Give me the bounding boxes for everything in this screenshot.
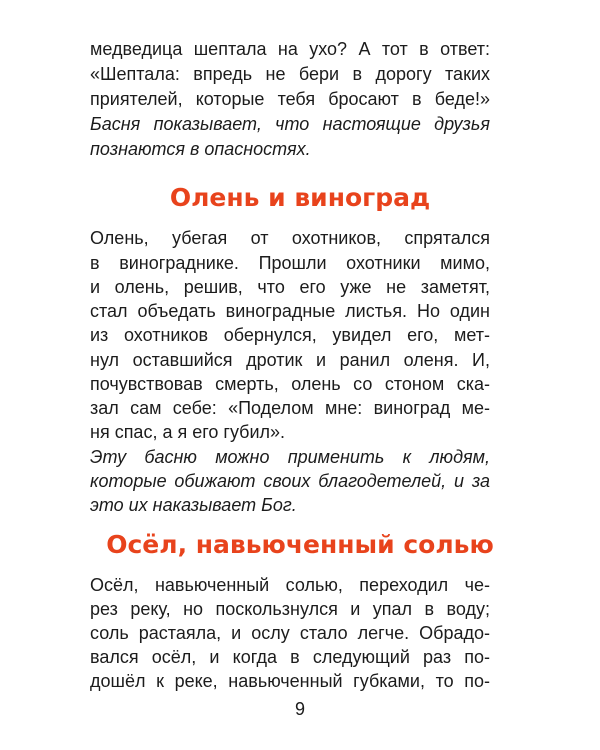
text-line: рез реку, но поскользнулся и упал в воду; bbox=[90, 599, 490, 619]
text-line: ня спас, а я его губил». bbox=[90, 422, 286, 442]
text-line: приятелей, которые тебя бросают в беде!» bbox=[90, 89, 490, 109]
text-line: зал сам себе: «Поделом мне: виноград ме- bbox=[90, 398, 490, 418]
fable-title: Олень и виноград bbox=[169, 183, 431, 212]
text-line: дошёл к реке, навьюченный губками, то по- bbox=[90, 671, 490, 691]
text-line: «Шептала: впредь не бери в дорогу таких bbox=[90, 64, 490, 84]
page-number: 9 bbox=[294, 699, 305, 719]
moral-line: Басня показывает, что настоящие друзья bbox=[90, 114, 490, 134]
text-line: в винограднике. Прошли охотники мимо, bbox=[90, 253, 490, 273]
text-line: медведица шептала на ухо? А тот в ответ: bbox=[90, 39, 490, 59]
text-line: и олень, решив, что его уже не заметят, bbox=[90, 277, 490, 297]
text-line: почувствовав смерть, олень со стоном ска- bbox=[90, 374, 490, 394]
text-line: вался осёл, и когда в следующий раз по- bbox=[90, 647, 490, 667]
text-line: Осёл, навьюченный солью, переходил че- bbox=[90, 575, 490, 595]
fable-title: Осёл, навьюченный солью bbox=[106, 530, 494, 559]
moral-line: которые обижают своих благодетелей, и за bbox=[90, 471, 490, 491]
text-line: Олень, убегая от охотников, спрятался bbox=[90, 228, 490, 248]
moral-line: познаются в опасностях. bbox=[90, 139, 311, 159]
moral-line: это их наказывает Бог. bbox=[90, 495, 297, 515]
text-line: из охотников обернулся, увидел его, мет- bbox=[90, 325, 490, 345]
moral-line: Эту басню можно применить к людям, bbox=[90, 447, 490, 467]
text-line: нул оставшийся дротик и ранил оленя. И, bbox=[90, 350, 490, 370]
text-line: стал объедать виноградные листья. Но один bbox=[90, 301, 490, 321]
text-line: соль растаяла, и ослу стало легче. Обрадо- bbox=[90, 623, 490, 643]
